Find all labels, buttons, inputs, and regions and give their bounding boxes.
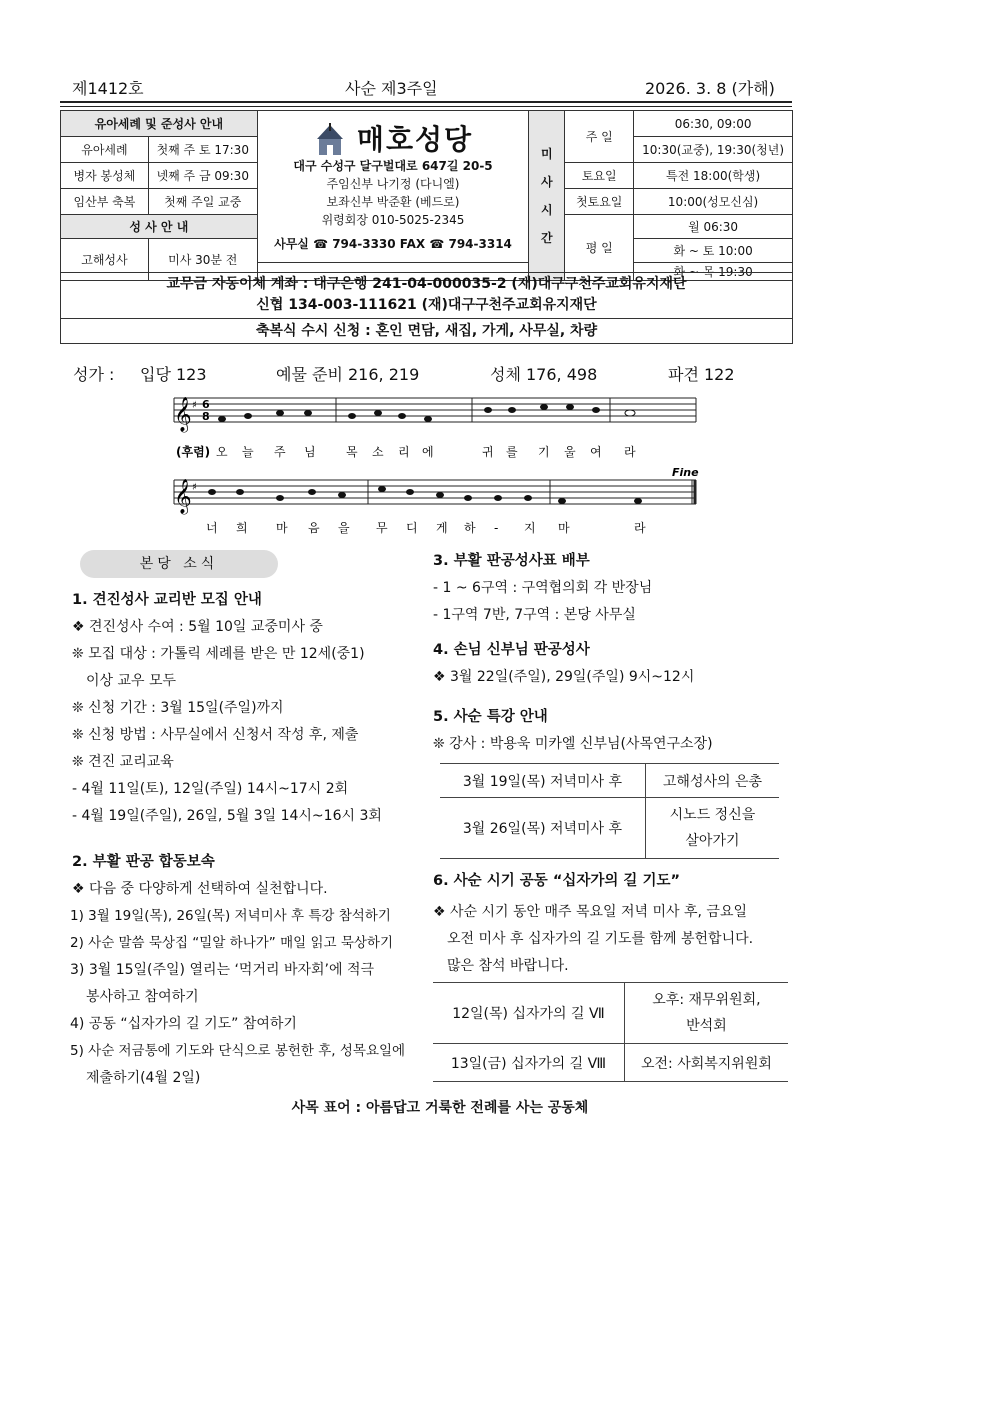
hymn-communion: 성체 176, 498 <box>490 365 598 384</box>
sharp-icon: ♯ <box>192 482 197 493</box>
list-item: ❊ 모집 대상 : 가톨릭 세례를 받은 만 12세(중1) <box>72 646 365 662</box>
sacraments-title: 유아세례 및 준성사 안내 <box>61 111 258 137</box>
confession-value: 미사 30분 전 <box>148 239 257 281</box>
sacrament-value: 첫째 주 토 17:30 <box>148 137 257 163</box>
svg-text:목: 목 <box>346 445 358 459</box>
list-item: ❊ 신청 방법 : 사무실에서 신청서 작성 후, 제출 <box>72 727 359 743</box>
church-logo-text: 매호성당 <box>356 122 474 156</box>
svg-text:오: 오 <box>216 445 228 459</box>
refrain-label: (후렴) <box>176 445 211 459</box>
list-item: 4) 공동 “십자가의 길 기도” 참여하기 <box>70 1016 297 1032</box>
blessing-info: 축복식 수시 신청 : 혼인 면담, 새집, 가게, 사무실, 차량 <box>60 318 793 344</box>
sunday-time-1: 06:30, 09:00 <box>634 111 793 137</box>
time-signature-bottom: 8 <box>202 410 210 423</box>
section-6-title: 6. 사순 시기 공동 “십자가의 길 기도” <box>433 873 681 889</box>
info-table <box>60 110 793 281</box>
list-item: - 1구역 7반, 7구역 : 본당 사무실 <box>433 607 636 623</box>
issue-number: 제1412호 <box>72 79 144 98</box>
list-item: 3) 3월 15일(주일) 열리는 ‘먹거리 바자회’에 적극 <box>70 962 374 978</box>
staff-2 <box>174 480 696 504</box>
treble-clef-icon: 𝄞 <box>174 479 192 514</box>
list-item: 1) 3월 19일(목), 26일(목) 저녁미사 후 특강 참석하기 <box>70 908 391 924</box>
sacrament-value: 첫째 주일 교중 <box>148 189 257 215</box>
list-item: 이상 교우 모두 <box>86 673 177 689</box>
table-row <box>433 983 788 1044</box>
svg-text:울: 울 <box>564 445 576 459</box>
weekday-label: 평 일 <box>565 215 634 281</box>
fine-mark: Fine <box>672 466 699 479</box>
section-4-title: 4. 손님 신부님 판공성사 <box>433 642 590 658</box>
list-item: ❖ 사순 시기 동안 매주 목요일 저녁 미사 후, 금요일 <box>433 904 748 920</box>
stations-table <box>433 982 788 1082</box>
station-when: 13일(금) 십자가의 길 Ⅷ <box>433 1044 624 1082</box>
lyrics-1 <box>216 444 636 459</box>
svg-text:마: 마 <box>276 521 288 535</box>
list-item: 2) 사순 말씀 묵상집 “밀알 하나가” 매일 읽고 묵상하기 <box>70 935 393 951</box>
list-item: 제출하기(4월 2일) <box>86 1070 201 1086</box>
bank-info: 교무금 자동이체 계좌 : 대구은행 241-04-000035-2 (재)대구구천주교회유지재단 신협 134-003-111621 (재)대구구천주교회유지재단 <box>60 272 793 319</box>
svg-text:게: 게 <box>436 521 448 535</box>
svg-text:희: 희 <box>236 521 248 535</box>
parish-motto: 사목 표어 : 아름답고 거룩한 전례를 사는 공동체 <box>291 1100 589 1116</box>
table-row <box>440 798 779 859</box>
weekday-time-2: 화 ~ 토 10:00 <box>634 239 793 263</box>
notes-2 <box>208 486 642 504</box>
news-title: 본당 소식 <box>80 550 278 578</box>
svg-text:라: 라 <box>634 521 646 535</box>
svg-text:디: 디 <box>406 521 418 535</box>
church-address: 대구 수성구 달구벌대로 647길 20-5 <box>293 158 493 173</box>
confession-title: 성 사 안 내 <box>61 215 258 239</box>
section-5-title: 5. 사순 특강 안내 <box>433 709 548 725</box>
page-title: 사순 제3주일 <box>345 79 438 98</box>
svg-text:귀: 귀 <box>482 445 494 459</box>
svg-text:-: - <box>494 521 499 535</box>
list-item: 많은 참석 바랍니다. <box>447 958 569 974</box>
treble-clef-icon: 𝄞 <box>174 397 192 432</box>
lecture-when: 3월 19일(목) 저녁미사 후 <box>440 764 645 798</box>
list-item: - 4월 11일(토), 12일(주일) 14시~17시 2회 <box>72 781 349 797</box>
svg-text:너: 너 <box>206 521 218 535</box>
svg-text:음: 음 <box>308 521 320 535</box>
music-score <box>160 388 720 538</box>
sacrament-label: 임산부 축복 <box>61 189 149 215</box>
svg-text:늘: 늘 <box>242 445 254 459</box>
lyrics-2 <box>206 520 646 535</box>
church-info <box>257 111 529 263</box>
church-contact: 사무실 ☎ 794-3330 FAX ☎ 794-3314 <box>274 236 512 251</box>
first-saturday-label: 첫토요일 <box>565 189 634 215</box>
svg-text:소: 소 <box>372 445 384 459</box>
section-3-title: 3. 부활 판공성사표 배부 <box>433 553 590 569</box>
notes-1 <box>218 404 635 422</box>
church-pastor: 주임신부 나기정 (다니엘) <box>326 176 460 191</box>
list-item: ❊ 견진 교리교육 <box>72 754 174 770</box>
list-item: ❖ 견진성사 수여 : 5월 10일 교중미사 중 <box>72 619 323 635</box>
svg-text:여: 여 <box>590 445 602 459</box>
confession-label: 고해성사 <box>61 239 149 281</box>
church-chair: 위령회장 010-5025-2345 <box>321 212 465 227</box>
list-item: 봉사하고 참여하기 <box>86 989 199 1005</box>
station-when: 12일(목) 십자가의 길 Ⅶ <box>433 983 624 1044</box>
lecture-table <box>440 763 779 859</box>
section-6 <box>433 868 795 980</box>
sharp-icon: ♯ <box>192 400 197 411</box>
header-rule <box>60 101 792 107</box>
saturday-time: 특전 18:00(학생) <box>634 163 793 189</box>
list-item: - 1 ~ 6구역 : 구역협의회 각 반장님 <box>433 580 653 596</box>
sunday-label: 주 일 <box>565 111 634 163</box>
svg-text:마: 마 <box>558 521 570 535</box>
svg-text:지: 지 <box>524 521 536 535</box>
lecture-topic: 시노드 정신을 살아가기 <box>645 798 779 859</box>
weekday-time-1: 월 06:30 <box>634 215 793 239</box>
list-item: - 4월 19일(주일), 26일, 5월 3일 14시~16시 3회 <box>72 808 382 824</box>
section-1-title: 1. 견진성사 교리반 모집 안내 <box>72 592 262 608</box>
lecture-when: 3월 26일(목) 저녁미사 후 <box>440 798 645 859</box>
time-signature-top: 6 <box>202 398 210 411</box>
station-who: 오전: 사회복지위원회 <box>624 1044 788 1082</box>
svg-text:기: 기 <box>538 445 550 459</box>
list-item: 오전 미사 후 십자가의 길 기도를 함께 봉헌합니다. <box>447 931 754 947</box>
sunday-time-2: 10:30(교중), 19:30(청년) <box>634 137 793 163</box>
weekday-time-3: 화 ~ 목 19:30 <box>634 263 793 281</box>
church-logo-icon <box>313 123 347 157</box>
list-item: ❖ 3월 22일(주일), 29일(주일) 9시~12시 <box>433 669 695 685</box>
station-who: 오후: 재무위원회, 반석회 <box>624 983 788 1044</box>
hymn-offertory: 예물 준비 216, 219 <box>276 365 420 384</box>
left-column <box>72 587 422 1092</box>
hymn-label: 성가 : <box>73 365 115 384</box>
list-item: 5) 사순 저금통에 기도와 단식으로 봉헌한 후, 성목요일에 <box>70 1043 406 1059</box>
issue-date: 2026. 3. 8 (가해) <box>645 79 775 98</box>
svg-text:리: 리 <box>398 445 410 459</box>
svg-text:를: 를 <box>506 445 518 459</box>
staff-1 <box>174 398 696 422</box>
church-assistant: 보좌신부 박준환 (베드로) <box>326 194 460 209</box>
svg-text:주: 주 <box>274 445 286 459</box>
list-item: ❊ 강사 : 박용욱 미카엘 신부님(사목연구소장) <box>433 736 713 752</box>
sacrament-label: 병자 봉성체 <box>61 163 149 189</box>
lecture-topic: 고해성사의 은총 <box>645 764 779 798</box>
svg-text:을: 을 <box>338 521 350 535</box>
table-row <box>440 764 779 798</box>
list-item: ❊ 신청 기간 : 3월 15일(주일)까지 <box>72 700 284 716</box>
hymn-sending: 파견 122 <box>668 365 735 384</box>
svg-text:하: 하 <box>464 521 476 535</box>
saturday-label: 토요일 <box>565 163 634 189</box>
right-column <box>433 548 793 758</box>
section-2-title: 2. 부활 판공 합동보속 <box>72 854 215 870</box>
svg-text:무: 무 <box>376 521 388 535</box>
svg-text:에: 에 <box>422 445 434 459</box>
svg-text:라: 라 <box>624 445 636 459</box>
svg-text:님: 님 <box>304 445 316 459</box>
list-item: ❖ 다음 중 다양하게 선택하여 실천합니다. <box>72 881 328 897</box>
sacrament-value: 넷째 주 금 09:30 <box>148 163 257 189</box>
hymn-entrance: 입당 123 <box>140 365 207 384</box>
table-row <box>433 1044 788 1082</box>
sacrament-label: 유아세례 <box>61 137 149 163</box>
mass-time-label: 미 사 시 간 <box>529 111 565 281</box>
first-saturday-time: 10:00(성모신심) <box>634 189 793 215</box>
